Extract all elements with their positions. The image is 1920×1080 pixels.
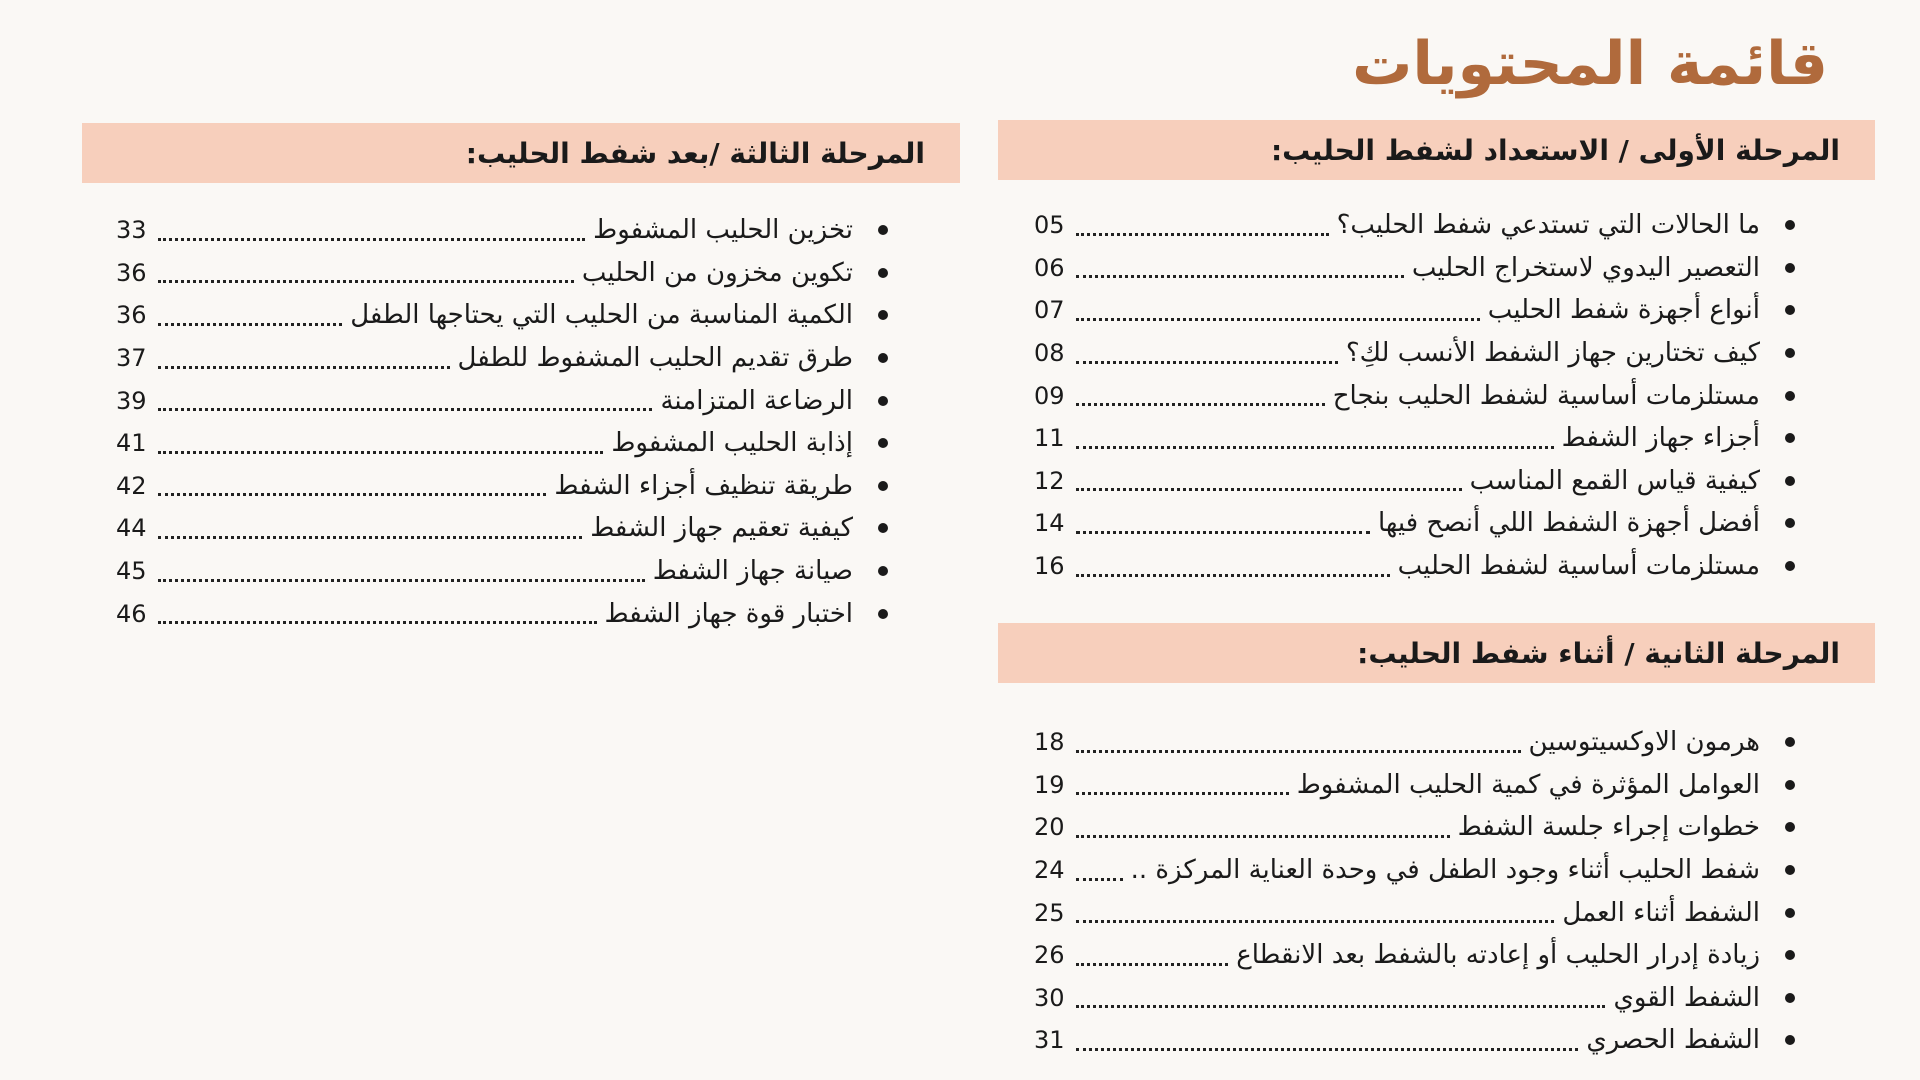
- bullet-icon: [1785, 305, 1795, 315]
- toc-entry[interactable]: [1034, 849, 1795, 892]
- toc-entry-page-number: 42: [116, 471, 147, 500]
- dot-leader: [158, 451, 603, 454]
- toc-entry[interactable]: [1034, 247, 1795, 290]
- dot-leader: [1076, 1048, 1578, 1051]
- bullet-icon: [878, 438, 888, 448]
- toc-entry-page-number: 19: [1034, 770, 1065, 799]
- toc-entry-page-number: 39: [116, 386, 147, 415]
- toc-entry[interactable]: [116, 379, 888, 422]
- bullet-icon: [1785, 391, 1795, 401]
- toc-entry-page-number: 33: [116, 216, 147, 245]
- toc-entry-label: طريقة تنظيف أجزاء الشفط: [554, 470, 853, 501]
- toc-entry-page-number: 44: [116, 514, 147, 543]
- toc-entry[interactable]: [116, 507, 888, 550]
- section-stage-three: [82, 123, 960, 635]
- toc-entry-label: الرضاعة المتزامنة: [660, 385, 853, 416]
- toc-entry[interactable]: [1034, 460, 1795, 503]
- toc-entry-page-number: 25: [1034, 898, 1065, 927]
- bullet-icon: [878, 268, 888, 278]
- toc-entry-label: التعصير اليدوي لاستخراج الحليب: [1411, 252, 1760, 283]
- toc-entry-label: كيف تختارين جهاز الشفط الأنسب لكِ؟: [1345, 338, 1760, 369]
- toc-entry[interactable]: [1034, 374, 1795, 417]
- bullet-icon: [1785, 561, 1795, 571]
- bullet-icon: [1785, 908, 1795, 918]
- toc-entry-page-number: 18: [1034, 728, 1065, 757]
- toc-entry-label: ما الحالات التي تستدعي شفط الحليب؟: [1336, 210, 1760, 241]
- section-stage-one: [998, 120, 1875, 587]
- toc-entry-label: هرمون الاوكسيتوسين: [1528, 727, 1760, 758]
- toc-entry[interactable]: [1034, 721, 1795, 764]
- toc-entry-page-number: 24: [1034, 856, 1065, 885]
- toc-entry[interactable]: [1034, 764, 1795, 807]
- toc-entry[interactable]: [116, 550, 888, 593]
- toc-entry-label: طرق تقديم الحليب المشفوط للطفل: [457, 343, 853, 374]
- bullet-icon: [1785, 263, 1795, 273]
- bullet-icon: [1785, 220, 1795, 230]
- toc-entry[interactable]: [116, 465, 888, 508]
- bullet-icon: [878, 481, 888, 491]
- toc-entry[interactable]: [1034, 417, 1795, 460]
- bullet-icon: [1785, 950, 1795, 960]
- toc-entry[interactable]: [1034, 545, 1795, 588]
- toc-entry-label: أجزاء جهاز الشفط: [1561, 423, 1760, 454]
- bullet-icon: [1785, 518, 1795, 528]
- toc-entry[interactable]: [1034, 289, 1795, 332]
- dot-leader: [158, 323, 342, 326]
- toc-entry-page-number: 12: [1034, 466, 1065, 495]
- section-heading: المرحلة الثالثة /بعد شفط الحليب:: [82, 123, 960, 183]
- bullet-icon: [1785, 865, 1795, 875]
- toc-entry-page-number: 26: [1034, 941, 1065, 970]
- dot-leader: [1076, 920, 1554, 923]
- bullet-icon: [1785, 476, 1795, 486]
- toc-list: [1034, 721, 1795, 1062]
- toc-entry-label: تخزين الحليب المشفوط: [593, 215, 853, 246]
- section-heading: المرحلة الأولى / الاستعداد لشفط الحليب:: [998, 120, 1875, 180]
- toc-list: [1034, 204, 1795, 587]
- toc-entry-page-number: 06: [1034, 253, 1065, 282]
- toc-entry-page-number: 20: [1034, 813, 1065, 842]
- dot-leader: [158, 280, 574, 283]
- toc-entry-page-number: 36: [116, 301, 147, 330]
- dot-leader: [1076, 275, 1404, 278]
- dot-leader: [1076, 1005, 1605, 1008]
- toc-entry-page-number: 05: [1034, 211, 1065, 240]
- toc-entry[interactable]: [1034, 1019, 1795, 1062]
- dot-leader: [1076, 233, 1329, 236]
- toc-entry-page-number: 09: [1034, 381, 1065, 410]
- dot-leader: [1076, 403, 1325, 406]
- bullet-icon: [878, 566, 888, 576]
- toc-entry-label: إذابة الحليب المشفوط: [611, 428, 853, 459]
- bullet-icon: [878, 396, 888, 406]
- dot-leader: [1076, 750, 1521, 753]
- toc-entry-page-number: 41: [116, 429, 147, 458]
- dot-leader: [158, 621, 597, 624]
- toc-entry-label: تكوين مخزون من الحليب: [581, 257, 853, 288]
- toc-entry[interactable]: [1034, 204, 1795, 247]
- toc-entry-page-number: 16: [1034, 552, 1065, 581]
- toc-entry[interactable]: [1034, 977, 1795, 1020]
- toc-entry-page-number: 45: [116, 557, 147, 586]
- bullet-icon: [878, 523, 888, 533]
- dot-leader: [1076, 574, 1390, 577]
- dot-leader: [1076, 488, 1462, 491]
- toc-entry-page-number: 31: [1034, 1026, 1065, 1055]
- toc-entry-page-number: 36: [116, 258, 147, 287]
- toc-entry-label: كيفية تعقيم جهاز الشفط: [590, 513, 853, 544]
- dot-leader: [1076, 878, 1123, 881]
- toc-entry-label: الشفط أثناء العمل: [1562, 897, 1760, 928]
- toc-entry[interactable]: [1034, 502, 1795, 545]
- toc-entry-page-number: 37: [116, 344, 147, 373]
- toc-entry[interactable]: [1034, 806, 1795, 849]
- dot-leader: [158, 579, 645, 582]
- toc-entry-label: الشفط الحصري: [1586, 1025, 1760, 1056]
- toc-entry-page-number: 08: [1034, 339, 1065, 368]
- toc-entry-page-number: 07: [1034, 296, 1065, 325]
- toc-entry[interactable]: [116, 294, 888, 337]
- toc-entry-label: خطوات إجراء جلسة الشفط: [1457, 812, 1760, 843]
- bullet-icon: [1785, 822, 1795, 832]
- bullet-icon: [1785, 737, 1795, 747]
- toc-entry-label: العوامل المؤثرة في كمية الحليب المشفوط: [1296, 769, 1760, 800]
- page-title: قائمة المحتويات: [1352, 29, 1828, 99]
- toc-entry-page-number: 30: [1034, 983, 1065, 1012]
- bullet-icon: [878, 225, 888, 235]
- toc-entry-label: أنواع أجهزة شفط الحليب: [1487, 295, 1760, 326]
- dot-leader: [1076, 963, 1228, 966]
- toc-entry[interactable]: [1034, 934, 1795, 977]
- toc-entry[interactable]: [1034, 891, 1795, 934]
- toc-entry-label: الشفط القوي: [1613, 982, 1760, 1013]
- dot-leader: [1076, 318, 1480, 321]
- section-heading: المرحلة الثانية / أثناء شفط الحليب:: [998, 623, 1875, 683]
- toc-entry-label: زيادة إدرار الحليب أو إعادته بالشفط بعد الانقطاع: [1236, 940, 1760, 971]
- toc-entry-label: شفط الحليب أثناء وجود الطفل في وحدة العناية المركزة ..: [1130, 855, 1760, 886]
- toc-entry-label: صيانة جهاز الشفط: [652, 556, 853, 587]
- toc-entry-label: أفضل أجهزة الشفط اللي أنصح فيها: [1377, 508, 1760, 539]
- dot-leader: [1076, 835, 1450, 838]
- toc-entry[interactable]: [116, 592, 888, 635]
- toc-entry[interactable]: [116, 209, 888, 252]
- toc-entry[interactable]: [1034, 332, 1795, 375]
- toc-entry-page-number: 46: [116, 599, 147, 628]
- toc-entry-label: الكمية المناسبة من الحليب التي يحتاجها الطفل: [350, 300, 853, 331]
- dot-leader: [1076, 531, 1370, 534]
- bullet-icon: [878, 609, 888, 619]
- toc-entry[interactable]: [116, 252, 888, 295]
- bullet-icon: [1785, 348, 1795, 358]
- section-stage-two: [998, 623, 1875, 1062]
- toc-entry-page-number: 11: [1034, 424, 1065, 453]
- dot-leader: [158, 408, 652, 411]
- toc-entry-label: كيفية قياس القمع المناسب: [1469, 465, 1760, 496]
- toc-entry[interactable]: [116, 422, 888, 465]
- bullet-icon: [1785, 780, 1795, 790]
- toc-entry-label: مستلزمات أساسية لشفط الحليب: [1397, 551, 1760, 582]
- dot-leader: [158, 493, 546, 496]
- bullet-icon: [878, 353, 888, 363]
- dot-leader: [158, 536, 582, 539]
- dot-leader: [158, 238, 585, 241]
- toc-entry-label: اختبار قوة جهاز الشفط: [604, 598, 853, 629]
- bullet-icon: [1785, 993, 1795, 1003]
- toc-entry-label: مستلزمات أساسية لشفط الحليب بنجاح: [1332, 380, 1760, 411]
- dot-leader: [1076, 446, 1554, 449]
- dot-leader: [1076, 792, 1289, 795]
- bullet-icon: [1785, 1035, 1795, 1045]
- toc-entry[interactable]: [116, 337, 888, 380]
- toc-entry-page-number: 14: [1034, 509, 1065, 538]
- dot-leader: [158, 366, 450, 369]
- bullet-icon: [878, 310, 888, 320]
- toc-list: [116, 209, 888, 635]
- bullet-icon: [1785, 433, 1795, 443]
- dot-leader: [1076, 361, 1338, 364]
